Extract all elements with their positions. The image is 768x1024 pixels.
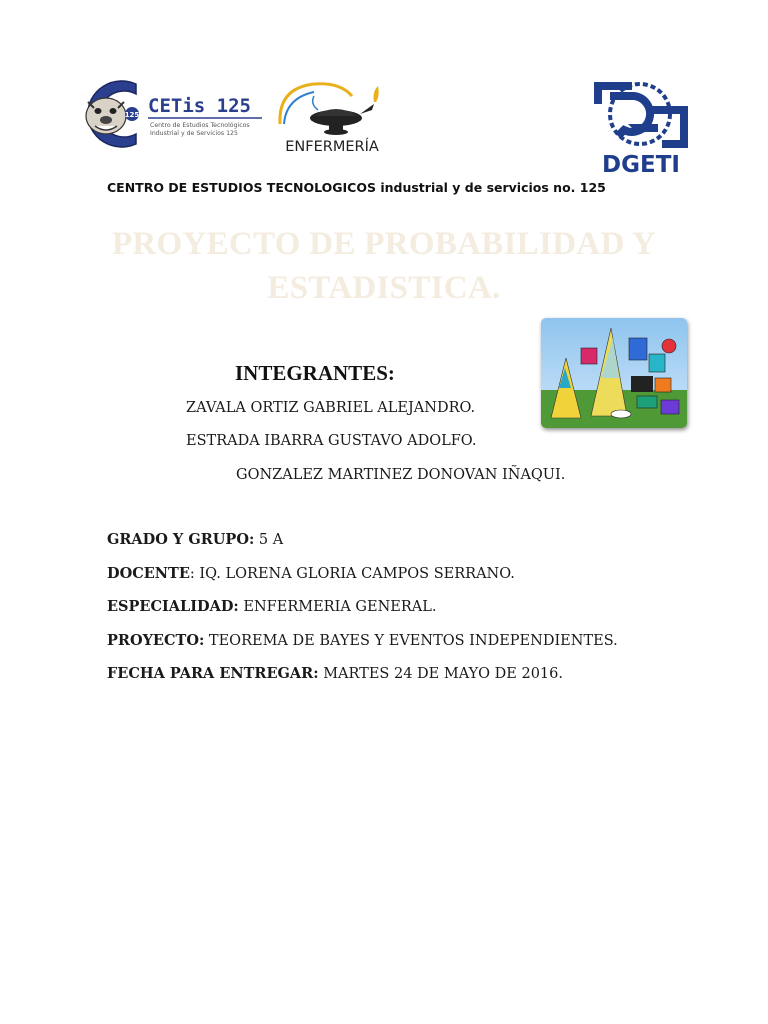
info-row-proyecto <box>107 632 618 649</box>
svg-text:CETis 125: CETis 125 <box>148 95 251 117</box>
bulldog-mascot-icon <box>86 98 126 134</box>
info-row-grado <box>107 531 283 548</box>
info-value: ENFERMERIA GENERAL. <box>243 599 437 615</box>
info-label: ESPECIALIDAD: <box>107 598 239 615</box>
info-row-docente: DOCENTE: IQ. LORENA GLORIA CAMPOS SERRANO. <box>107 565 515 582</box>
dgeti-gear-emblem-icon <box>594 82 688 148</box>
info-value: IQ. LORENA GLORIA CAMPOS SERRANO. <box>199 566 515 582</box>
svg-text:DGETI: DGETI <box>602 152 680 176</box>
geometric-shapes-image <box>541 318 687 428</box>
info-row-fecha <box>107 665 563 682</box>
document-title <box>84 222 684 310</box>
svg-text:125: 125 <box>124 111 140 119</box>
svg-text:Industrial y de Servicios 125: Industrial y de Servicios 125 <box>150 130 238 137</box>
info-label: DOCENTE <box>107 565 190 582</box>
info-label: PROYECTO: <box>107 632 205 649</box>
member-name: ESTRADA IBARRA GUSTAVO ADOLFO. <box>186 433 477 449</box>
title-line-1: PROYECTO DE PROBABILIDAD Y <box>111 226 657 262</box>
info-row-especialidad <box>107 598 436 615</box>
dgeti-logo <box>588 76 694 176</box>
svg-text:ENFERMERÍA: ENFERMERÍA <box>285 139 379 155</box>
member-name: ZAVALA ORTIZ GABRIEL ALEJANDRO. <box>186 400 476 416</box>
info-value: MARTES 24 DE MAYO DE 2016. <box>323 666 563 682</box>
enfermeria-logo <box>274 74 390 156</box>
members-heading: INTEGRANTES: <box>235 361 395 385</box>
member-name: GONZALEZ MARTINEZ DONOVAN IÑAQUI. <box>236 467 566 483</box>
info-value: TEOREMA DE BAYES Y EVENTOS INDEPENDIENTES. <box>208 633 618 649</box>
cetis-logo <box>66 78 266 150</box>
info-value: 5 A <box>258 532 284 548</box>
info-label: FECHA PARA ENTREGAR: <box>107 665 319 682</box>
title-line-2: ESTADISTICA. <box>267 270 501 306</box>
oil-lamp-icon <box>310 86 379 135</box>
institution-name: CENTRO DE ESTUDIOS TECNOLOGICOS industrial y de servicios no. 125 <box>107 180 606 195</box>
svg-text:Centro de Estudios Tecnológico: Centro de Estudios Tecnológicos <box>150 122 250 129</box>
info-label: GRADO Y GRUPO: <box>107 531 255 548</box>
